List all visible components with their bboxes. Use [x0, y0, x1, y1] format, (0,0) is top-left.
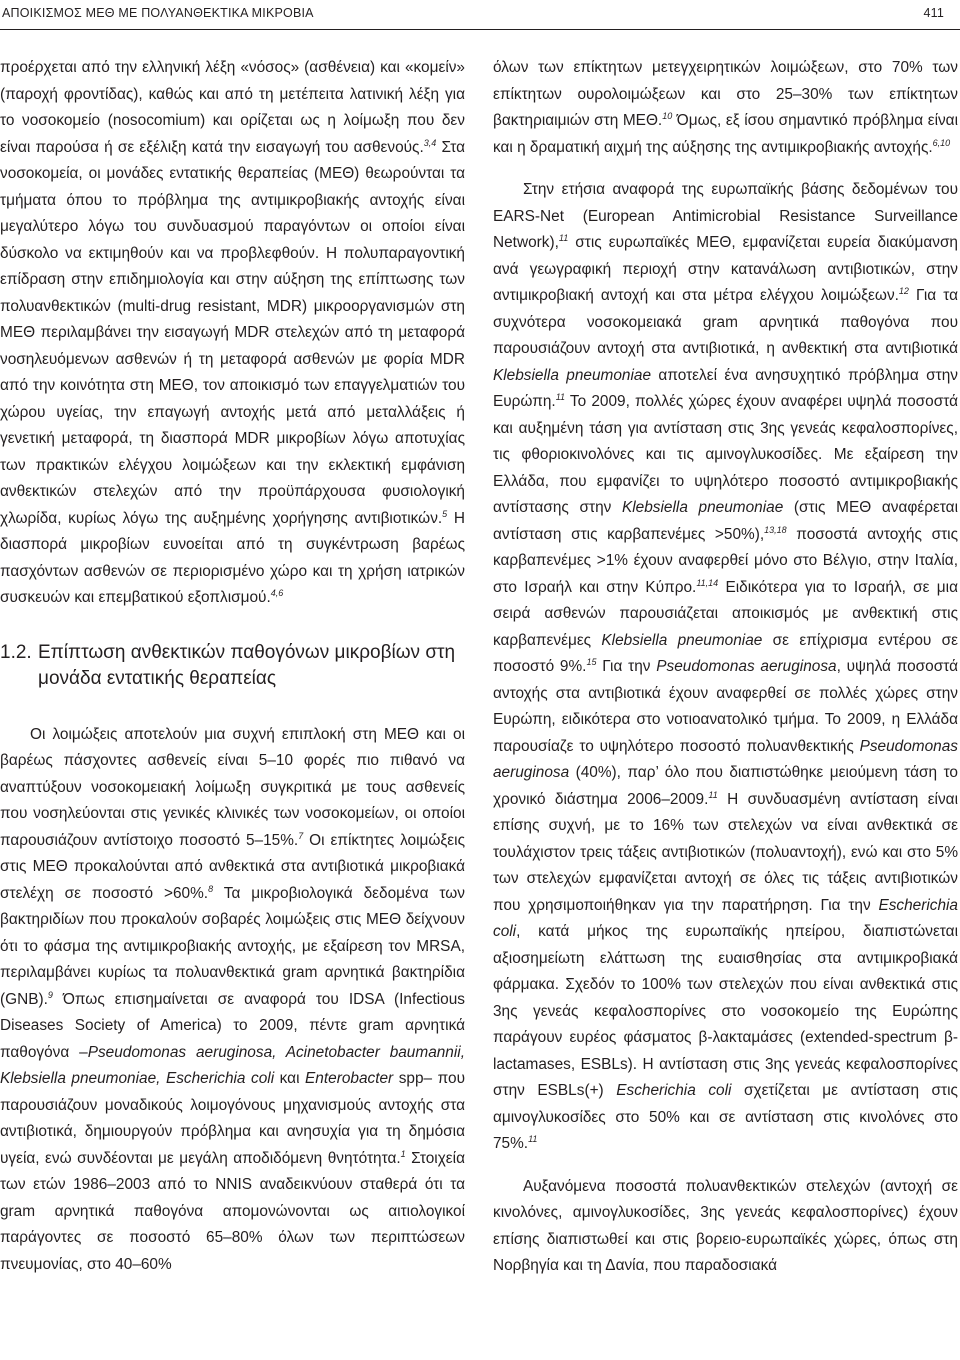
citation[interactable]: 4,6 — [270, 587, 284, 598]
citation[interactable]: 9 — [47, 989, 53, 1000]
citation[interactable]: 10 — [662, 110, 673, 121]
species-name: Escherichia coli — [493, 896, 958, 940]
paragraph: όλων των επίκτητων μετεγχειρητικών λοιμώξεων, στο 70% των επίκτητων ουρολοιμώξεων και στο 25–30% των επίκτητων βακτηριαιμιών στη ΜΕΘ.$^{10}$ Όμως, εξ ίσου σημαντικό πρόβλημα είναι και η δραματική αιχμή της αύξησης της αντιμικροβιακής αντοχής.$^{6,10}$ — [493, 59, 958, 156]
citation[interactable]: 12 — [898, 285, 909, 296]
citation[interactable]: 13,18 — [764, 524, 787, 535]
left-column — [0, 55, 465, 1278]
citation[interactable]: 6,10 — [932, 137, 951, 148]
species-name: Escherichia coli — [616, 1082, 732, 1099]
species-name: Klebsiella pneumoniae — [601, 631, 763, 649]
right-column — [493, 55, 958, 1280]
species-name: Pseudomonas aeruginosa, Acinetobacter baumannii, Klebsiella pneumoniae, Escherichia coli — [0, 1043, 465, 1087]
citation[interactable]: 11 — [555, 391, 566, 402]
citation[interactable]: 7 — [298, 830, 304, 841]
running-header — [0, 0, 960, 30]
citation[interactable]: 1 — [400, 1148, 406, 1159]
running-title: ΑΠΟΙΚΙΣΜΟΣ ΜΕΘ ΜΕ ΠΟΛΥΑΝΘΕΚΤΙΚΑ ΜΙΚΡΟΒΙΑ — [2, 6, 314, 20]
citation[interactable]: 11 — [558, 232, 569, 243]
species-name: Pseudomonas aeruginosa — [493, 737, 958, 781]
citation[interactable]: 15 — [586, 656, 597, 667]
section-heading — [0, 640, 465, 692]
paragraph: Οι λοιμώξεις αποτελούν μια συχνή επιπλοκή στη ΜΕΘ και οι βαρέως πάσχοντες ασθενείς είναι 5–10 φορές πιο πιθανό να αναπτύξουν νοσοκομειακή λοίμωξη συγκριτικά με τους ασθενείς που νοσηλεύονται στις γενικές κλινικές των νοσοκομείων, οι οποίοι παρουσιάζουν αντίστοιχο ποσοστό 5–15%.$^7$ Οι επίκτητες λοιμώξεις στις ΜΕΘ προκαλούνται από ανθεκτικά στα αντιβιοτικά μικροβιακά στελέχη σε ποσοστό >60%.$^8$ Τα μικροβιολογικά δεδομένα των βακτηριδίων που προκαλούν σοβαρές λοιμώξεις στις ΜΕΘ δείχνουν ότι το φάσμα της αντιμικροβιακής αντοχής, με εξαίρεση τον MRSA, περιλαμβάνει κυρίως τα πολυανθεκτικά gram αρνητικά βακτηρίδια (GNB).$^9$ Όπως επισημαίνεται σε αναφορά του IDSA (Infectious Diseases Society of America) το 2009, πέντε gram αρνητικά παθογόνα –Pseudomonas aeruginosa, Acinetobacter baumannii, Klebsiella pneumoniae, Escherichia coli και Enterobacter spp– που παρουσιάζουν μοναδικούς λοιμογόνους μηχανισμούς αντοχής στα αντιβιοτικά, δημιουργούν πρόβλημα και ανησυχία για τη δημόσια υγεία, ενώ συνδέονται με μεγάλη αποδιδόμενη θνητότητα.$^1$ Στοιχεία των ετών 1986–2003 από το NNIS αναδεικνύουν σταθερά ότι τα gram αρνητικά παθογόνα απομονώνονται ως αιτιολογικοί παράγοντες σε ποσοστό 65–80% όλων των περιπτώσεων πνευμονίας, στο 40–60% — [0, 725, 466, 1273]
paragraph: προέρχεται από την ελληνική λέξη «νόσος» (ασθένεια) και «κομείν» (παροχή φροντίδας), καθώς και από τη μετέπειτα λατινική λέξη για το νοσοκομείο (nosocomium) και ορίζεται ως η λοίμωξη που δεν είναι παρούσα ή σε εξέλιξη κατά την εισαγωγή του ασθενούς.$^{3,4}$ Στα νοσοκομεία, οι μονάδες εντατικής θεραπείας (ΜΕΘ) θεωρούνται τα τμήματα όπου το πρόβλημα της αντιμικροβιακής αντοχής είναι μεγαλύτερο λόγω του συνδυασμού παραγόντων οι οποίοι είναι δύσκολο να εκτιμηθούν και να προβλεφθούν. Η πολυπαραγοντική επίδραση στην επιδημιολογία και στην αύξηση της επίπτωσης των πολυανθεκτικών (multi-drug resistant, MDR) μικροοργανισμών στη ΜΕΘ περιλαμβάνει την εισαγωγή MDR στελεχών από τη μεταφορά νοσηλευόμενων ασθενών ή τη μεταφορά ασθενών με φορία MDR από την κοινότητα στη ΜΕΘ, τον αποικισμό των επαγγελματιών του χώρου υγείας, την επαγωγή αντοχής μετά από μεταλλάξεις ή γενετική μεταφορά, τη διασπορά MDR μικροβίων λόγω αποτυχίας των πρακτικών ελέγχου λοιμώξεων και την εκλεκτική εμφάνιση ανθεκτικών στελεχών από την προϋπάρχουσα φυσιολογική χλωρίδα, κυρίως λόγω της αυξημένης χορήγησης αντιβιοτικών.$^5$ Η διασπορά μικροβίων ευνοείται από τη συγκέντρωση βαρέως πασχόντων ασθενών σε περιορισμένο χώρο και τη χρήση ιατρικών συσκευών και επεμβατικού εξοπλισμού.$^{4,6}$ — [0, 59, 465, 606]
citation[interactable]: 11,14 — [696, 577, 719, 588]
citation[interactable]: 11 — [708, 789, 718, 800]
citation[interactable]: 3,4 — [423, 137, 437, 148]
page-number: 411 — [923, 6, 944, 20]
species-name: Pseudomonas aeruginosa — [656, 658, 837, 675]
section-title: Επίπτωση ανθεκτικών παθογόνων μικροβίων στη μονάδα εντατικής θεραπείας — [38, 641, 456, 689]
citation[interactable]: 5 — [442, 508, 448, 519]
species-name: Enterobacter — [305, 1070, 394, 1087]
citation[interactable]: 8 — [208, 883, 214, 894]
paragraph: Στην ετήσια αναφορά της ευρωπαϊκής βάσης δεδομένων του EARS-Net (European Antimicrobial Resistance Surveillance Network),$^{11}$ στις ευρωπαϊκές ΜΕΘ, εμφανίζεται ευρεία διακύμανση ανά γεωγραφική περιοχή στην κατανάλωση αντιβιοτικών, στην αντιμικροβιακή αντοχή και στα μέτρα ελέγχου λοιμώξεων.$^{12}$ Για τα συχνότερα νοσοκομειακά gram αρνητικά παθογόνα που παρουσιάζουν αντοχή στα αντιβιοτικά, η ανθεκτική στα αντιβιοτικά Klebsiella pneumoniae αποτελεί ένα ανησυχητικό πρόβλημα στην Ευρώπη.$^{11}$ Το 2009, πολλές χώρες έχουν αναφέρει υψηλά ποσοστά και αυξημένη τάση για αντίσταση στις 3ης γενεάς κεφαλοσπορίνες, τις φθοριοκινολόνες και τις αμινογλυκοσίδες. Με εξαίρεση την Ελλάδα, που εμφανίζει το υψηλότερο ποσοστό αντιμικροβιακής αντίστασης στην Klebsiella pneumoniae (στις ΜΕΘ αναφέρεται αντίσταση στις καρβαπενέμες >50%),$^{13,18}$ ποσοστά αντοχής στις καρβαπενέμες >1% έχουν αναφερθεί μόνο στο Βέλγιο, στην Ιταλία, στο Ισραήλ και στην Κύπρο.$^{11,14}$ Ειδικότερα για το Ισραήλ, σε μια σειρά ασθενών παρουσιάζεται αποικισμός με ανθεκτική στις καρβαπενέμες Klebsiella pneumoniae σε επίχρισμα εντέρου σε ποσοστό 9%.$^{15}$ Για την Pseudomonas aeruginosa, υψηλά ποσοστά αντοχής στα αντιβιοτικά έχουν αναφερθεί σε πολλές χώρες στην Ευρώπη, ειδικότερα στο νοτιοανατολικό τμήμα. Το 2009, η Ελλάδα παρουσίαζε το υψηλότερο ποσοστό πολυανθεκτικής Pseudomonas aeruginosa (40%), παρ’ όλο που διαπιστώθηκε μειούμενη τάση το χρονικό διάστημα 2006–2009.11 Η συνδυασμένη αντίσταση είναι επίσης συχνή, με το 16% των στελεχών να είναι ανθεκτικά σε τουλάχιστον τρεις τάξεις αντιβιοτικών (πολυαντοχή), ενώ και στο 5% των στελεχών εμφανίζεται αντοχή σε όλες τις τάξεις αντιβιοτικών που χρησιμοποιήθηκαν για την παρατήρηση. Για την Escherichia coli, κατά μήκος της ευρωπαϊκής ηπείρου, διαπιστώνεται αξιοσημείωτη ελάττωση της ευαισθησίας στα αντιμικροβιακά φάρμακα. Σχεδόν το 100% των στελεχών που είναι ανθεκτικά στις 3ης γενεάς κεφαλοσπορίνες στο νοσοκομείο της Ευρώπης παράγουν ευρέος φάσματος β-λακταμάσες (extended-spectrum β-lactamases, ESBLs). Η αντίσταση στις 3ης γενεάς κεφαλοσπορίνες στην ESBLs(+) Escherichia coli σχετίζεται με αντίσταση στις αμινογλυκοσίδες στο 50% και σε αντίσταση στις κινολόνες στο 75%.$^{11}$ — [493, 181, 959, 1152]
species-name: Klebsiella pneumoniae — [493, 366, 652, 384]
section-number: 1.2. — [0, 641, 32, 663]
species-name: Klebsiella pneumoniae — [622, 499, 784, 516]
paragraph: Αυξανόμενα ποσοστά πολυανθεκτικών στελεχών (αντοχή σε κινολόνες, αμινογλυκοσίδες, 3ης γενεάς κεφαλοσπορίνες) έχουν επίσης διαπιστωθεί και στις βορειο-ευρωπαϊκές χώρες, όπως στη Νορβηγία και τη Δανία, που παραδοσιακά — [493, 1177, 958, 1274]
citation[interactable]: 11 — [528, 1133, 538, 1144]
